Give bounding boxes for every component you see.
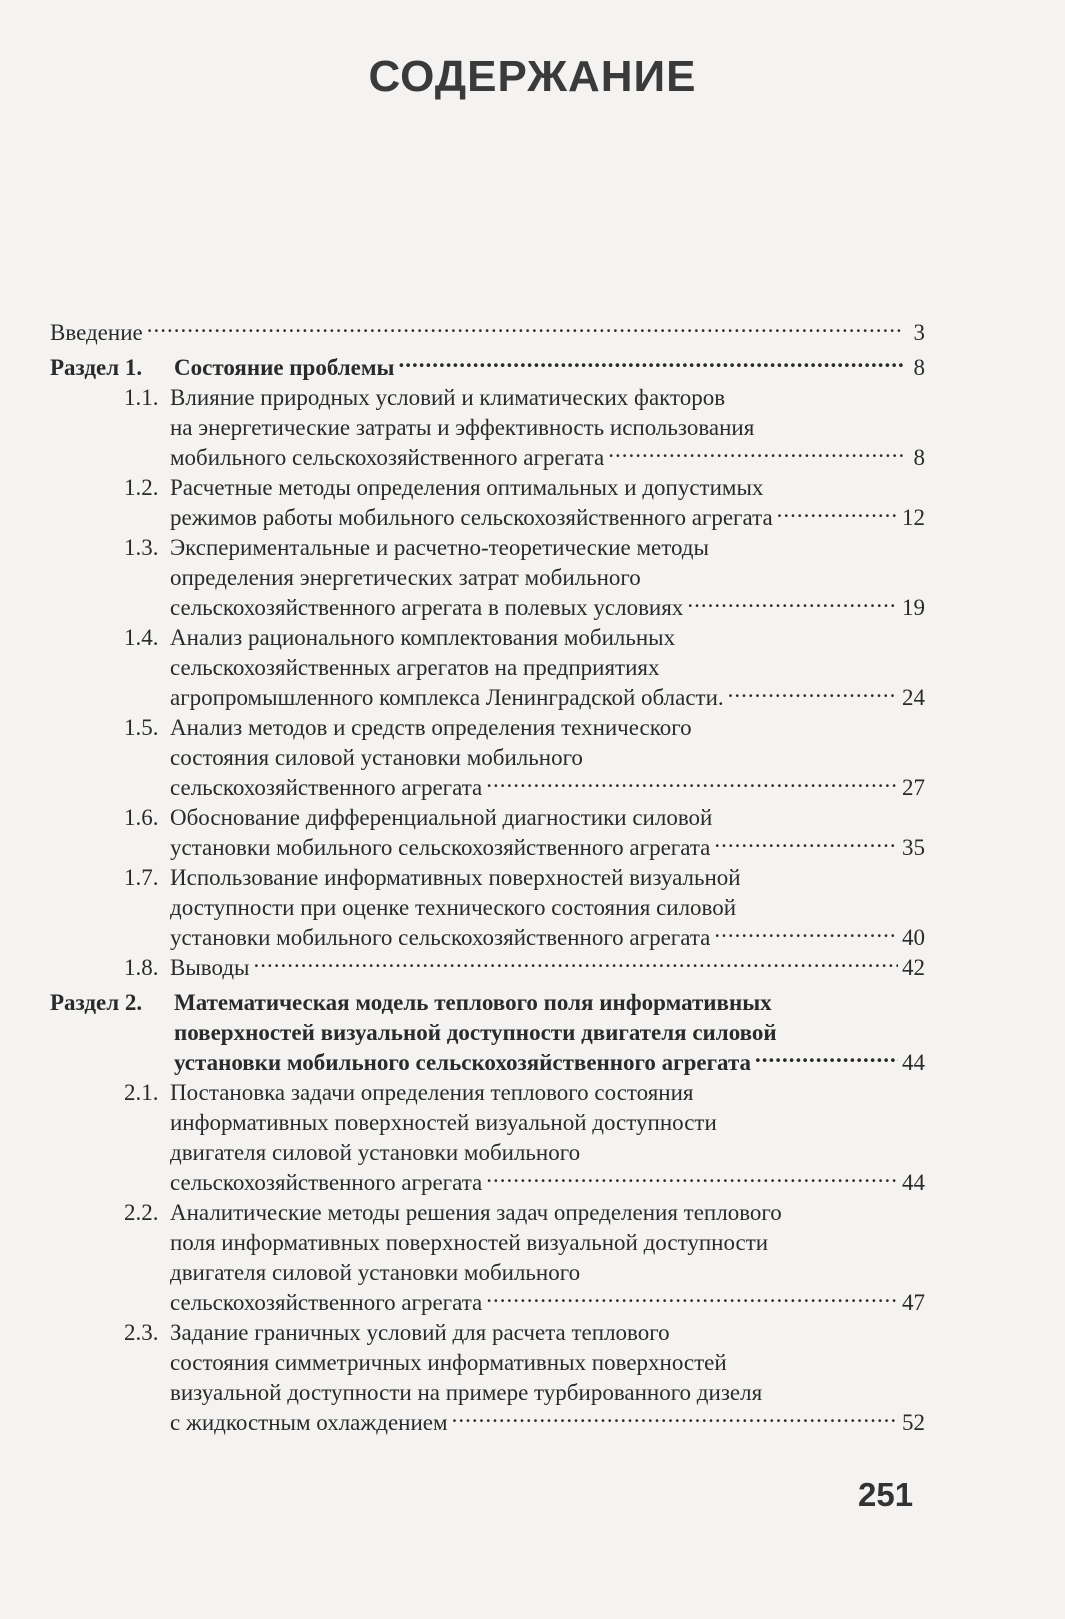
dot-leader — [714, 839, 898, 855]
toc-subsection-number: 2.2. — [124, 1200, 159, 1225]
toc-entry-last-line — [170, 1408, 925, 1438]
toc-subsection-title — [170, 623, 925, 713]
toc-entry-line: Аналитические методы решения задач определения теплового — [170, 1200, 782, 1225]
toc-intro-page: 3 — [913, 320, 925, 345]
toc-entry-line: Задание граничных условий для расчета теплового — [170, 1320, 670, 1345]
toc-intro[interactable] — [50, 318, 925, 348]
toc-entry-page: 35 — [902, 835, 925, 860]
toc-intro-title: Введение — [50, 320, 143, 345]
toc-entry-last-line — [170, 953, 925, 983]
toc-entry-last-line — [170, 503, 925, 533]
toc-subsection-title — [170, 953, 925, 983]
toc-subsection[interactable] — [50, 473, 925, 533]
toc-subsection[interactable] — [50, 713, 925, 803]
toc-subsection-title — [170, 383, 925, 473]
dot-leader — [486, 779, 898, 795]
toc-subsection-number: 1.2. — [124, 475, 159, 500]
toc-entry-line: режимов работы мобильного сельскохозяйственного агрегата — [170, 505, 773, 530]
toc-entry-page: 47 — [902, 1290, 925, 1315]
dot-leader — [755, 1054, 898, 1070]
toc-entry-line: Анализ методов и средств определения технического — [170, 715, 692, 740]
toc-entry-last-line — [174, 1048, 925, 1078]
toc-section[interactable] — [50, 353, 925, 383]
toc-entry-line: сельскохозяйственного агрегата — [170, 775, 483, 800]
toc-section-title — [174, 353, 925, 383]
toc-entry-line: Состояние проблемы — [174, 355, 395, 380]
toc-entry-page: 40 — [902, 925, 925, 950]
toc-entry-line: Использование информативных поверхностей визуальной — [170, 865, 741, 890]
toc-entry-line: с жидкостным охлаждением — [170, 1410, 448, 1435]
dot-leader — [486, 1174, 898, 1190]
toc-subsection-title — [170, 1318, 925, 1438]
dot-leader — [486, 1294, 898, 1310]
toc-subsection-number: 1.8. — [124, 955, 159, 980]
toc-entry-line: установки мобильного сельскохозяйственного агрегата — [170, 925, 711, 950]
toc-entry-last-line — [170, 443, 925, 473]
toc-subsection-title — [170, 1078, 925, 1198]
toc-section-label: Раздел 1. — [50, 355, 143, 380]
dot-leader — [147, 324, 903, 340]
toc-entry-line: Влияние природных условий и климатических факторов — [170, 385, 726, 410]
toc-entry-line: Расчетные методы определения оптимальных и допустимых — [170, 475, 764, 500]
toc-section-title — [174, 988, 925, 1078]
toc-entry-page: 52 — [902, 1410, 925, 1435]
toc-subsection[interactable] — [50, 1318, 925, 1438]
toc-entry-line: поверхностей визуальной доступности двигателя силовой — [174, 1020, 777, 1045]
toc-entry-page: 44 — [902, 1170, 925, 1195]
toc-entry-line: Анализ рационального комплектования мобильных — [170, 625, 676, 650]
toc-subsection-number: 1.6. — [124, 805, 159, 830]
toc-entry-page: 44 — [902, 1050, 925, 1075]
toc-subsection-title — [170, 803, 925, 863]
toc-entry-line: на энергетические затраты и эффективность использования — [170, 415, 755, 440]
toc-entry-line: Обоснование дифференциальной диагностики силовой — [170, 805, 713, 830]
toc-entry-line: сельскохозяйственного агрегата — [170, 1290, 483, 1315]
dot-leader — [452, 1414, 898, 1430]
toc-entry-line: состояния симметричных информативных поверхностей — [170, 1350, 727, 1375]
toc-subsection-title — [170, 533, 925, 623]
toc-entry-page: 12 — [902, 505, 925, 530]
dot-leader — [254, 959, 899, 975]
toc-entry-last-line — [170, 923, 925, 953]
table-of-contents — [50, 318, 925, 1438]
toc-entry-last-line — [174, 353, 925, 383]
toc-entry-last-line — [170, 833, 925, 863]
toc-subsection[interactable] — [50, 803, 925, 863]
toc-entry-last-line — [170, 1288, 925, 1318]
toc-entry-page: 27 — [902, 775, 925, 800]
toc-entry-line: Выводы — [170, 955, 250, 980]
toc-entry-page: 24 — [902, 685, 925, 710]
toc-entry-line: Постановка задачи определения теплового состояния — [170, 1080, 694, 1105]
toc-subsection[interactable] — [50, 533, 925, 623]
toc-entry-line: Экспериментальные и расчетно-теоретические методы — [170, 535, 709, 560]
toc-entry-line: доступности при оценке технического состояния силовой — [170, 895, 737, 920]
toc-subsection-number: 1.5. — [124, 715, 159, 740]
toc-entry-line: двигателя силовой установки мобильного — [170, 1140, 581, 1165]
toc-subsection-number: 1.7. — [124, 865, 159, 890]
toc-subsection-title — [170, 473, 925, 533]
toc-subsection-title — [170, 863, 925, 953]
toc-entry-line: состояния силовой установки мобильного — [170, 745, 583, 770]
toc-entry-line: сельскохозяйственных агрегатов на предприятиях — [170, 655, 660, 680]
toc-subsection[interactable] — [50, 1198, 925, 1318]
toc-subsection[interactable] — [50, 863, 925, 953]
toc-subsection[interactable] — [50, 383, 925, 473]
toc-entry-line: Математическая модель теплового поля информативных — [174, 990, 772, 1015]
toc-entry-last-line — [170, 683, 925, 713]
toc-entry-line: мобильного сельскохозяйственного агрегата — [170, 445, 605, 470]
dot-leader — [777, 509, 898, 525]
dot-leader — [399, 359, 904, 375]
dot-leader — [714, 929, 898, 945]
page-number: 251 — [858, 1476, 914, 1513]
toc-subsection-title — [170, 713, 925, 803]
toc-entry-last-line — [170, 773, 925, 803]
page-title: СОДЕРЖАНИЕ — [368, 52, 697, 101]
toc-entry-page: 19 — [902, 595, 925, 620]
toc-entry-page: 42 — [902, 955, 925, 980]
dot-leader — [728, 689, 898, 705]
toc-subsection-number: 1.1. — [124, 385, 159, 410]
toc-subsection[interactable] — [50, 623, 925, 713]
toc-entry-last-line — [170, 1168, 925, 1198]
toc-entry-line: поля информативных поверхностей визуальной доступности — [170, 1230, 769, 1255]
toc-subsection-number: 1.3. — [124, 535, 159, 560]
toc-subsection-number: 2.3. — [124, 1320, 159, 1345]
dot-leader — [608, 449, 903, 465]
toc-subsection-title — [170, 1198, 925, 1318]
toc-entry-line: сельскохозяйственного агрегата — [170, 1170, 483, 1195]
toc-entry-line: информативных поверхностей визуальной доступности — [170, 1110, 717, 1135]
toc-entry-page: 8 — [913, 445, 925, 470]
toc-entry-line: определения энергетических затрат мобильного — [170, 565, 641, 590]
toc-entry-line: установки мобильного сельскохозяйственного агрегата — [170, 835, 711, 860]
toc-entry-last-line — [170, 593, 925, 623]
toc-subsection[interactable] — [50, 1078, 925, 1198]
dot-leader — [687, 599, 898, 615]
toc-entry-line: агропромышленного комплекса Ленинградской области. — [170, 685, 724, 710]
toc-subsection[interactable] — [50, 953, 925, 983]
toc-section-label: Раздел 2. — [50, 990, 143, 1015]
toc-subsection-number: 2.1. — [124, 1080, 159, 1105]
toc-section[interactable] — [50, 988, 925, 1078]
toc-entry-line: визуальной доступности на примере турбированного дизеля — [170, 1380, 763, 1405]
toc-entry-line: установки мобильного сельскохозяйственного агрегата — [174, 1050, 752, 1075]
toc-entry-line: двигателя силовой установки мобильного — [170, 1260, 581, 1285]
toc-entry-line: сельскохозяйственного агрегата в полевых условиях — [170, 595, 684, 620]
toc-entry-page: 8 — [913, 355, 925, 380]
toc-subsection-number: 1.4. — [124, 625, 159, 650]
